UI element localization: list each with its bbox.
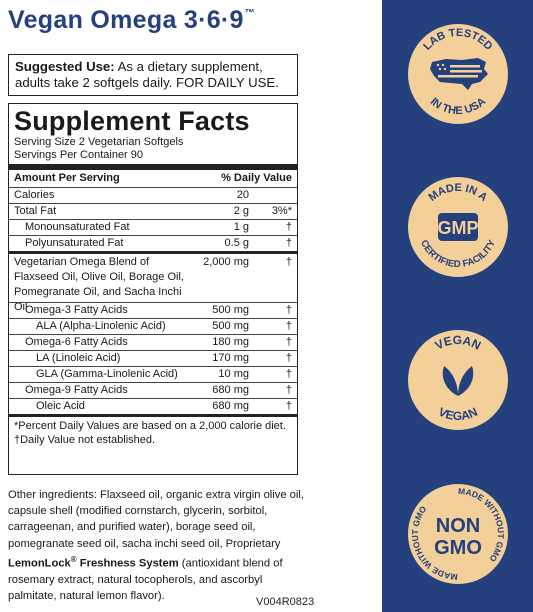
facts-column-header [9,170,297,187]
servings-per-container: Servings Per Container 90 [14,149,144,161]
row-dv: † [285,320,292,332]
facts-row-omega3 [9,302,297,318]
row-amount: 20 [236,189,249,201]
gmo-gmo-text: GMO [434,537,482,559]
product-title: Vegan Omega 3·6·9™ [8,6,256,34]
lemonlock-brand: LemonLock [8,557,71,570]
facts-row-oleic [9,398,297,414]
row-label: Calories [14,189,55,201]
row-amount: 0.5 g [224,237,249,249]
row-label: ALA (Alpha-Linolenic Acid) [36,320,166,332]
row-dv: † [285,368,292,380]
gmp-badge [406,175,510,279]
footnote-percent-dv: *Percent Daily Values are based on a 2,000 calorie diet. [14,420,286,432]
row-amount: 1 g [233,221,249,233]
lot-code: V004R0823 [256,596,315,608]
daily-value-header: % Daily Value [221,172,292,184]
suggested-use-label: Suggested Use: [15,59,115,74]
vegan-top-text: VEGAN [432,332,484,353]
blend-label: Vegetarian Omega Blend of Flaxseed Oil, Olive Oil, Borage Oil, Pomegranate Oil, and Sacha Inchi Oil [14,256,184,313]
row-dv: † [285,352,292,364]
row-dv: † [285,221,292,233]
row-label: Oleic Acid [36,400,85,412]
row-amount: 500 mg [212,304,249,316]
row-dv: 3%* [271,205,292,217]
lab-tested-bottom-text: IN THE USA [427,95,489,118]
footnote-dagger: †Daily Value not established. [14,434,156,446]
facts-row-gla [9,366,297,382]
row-label: Omega-6 Fatty Acids [25,336,128,348]
row-dv: † [285,304,292,316]
blend-amount: 2,000 mg [203,256,249,268]
supplement-facts-heading: Supplement Facts [14,106,250,136]
facts-row-monounsaturated [9,219,297,235]
row-amount: 170 mg [212,352,249,364]
facts-row-calories [9,187,297,203]
row-dv: † [285,237,292,249]
lab-tested-badge [406,22,510,126]
row-label: Polyunsaturated Fat [25,237,124,249]
row-label: LA (Linoleic Acid) [36,352,121,364]
vegan-badge [406,328,510,432]
row-label: Total Fat [14,205,57,217]
row-label: GLA (Gamma-Linolenic Acid) [36,368,178,380]
row-dv: † [285,400,292,412]
supplement-facts-panel [8,103,298,475]
ingredients-text-start: Other ingredients: Flaxseed oil, organic extra virgin olive oil, capsule shell (modified cornstarch, glycerin, sorbitol, carrageenan, and purified water), borage seed oil, pomegranate seed oil, sacha inchi seed oil, Proprietary [8,489,304,550]
gmp-center-text: GMP [437,218,479,238]
non-gmo-badge [406,482,510,586]
certification-panel [382,0,533,612]
suggested-use-text: As a dietary supplement, adults take 2 softgels daily. FOR DAILY USE. [15,59,279,90]
amount-per-serving-header: Amount Per Serving [14,172,120,184]
row-amount: 10 mg [218,368,249,380]
ingredients-text-end: (antioxidant blend of rosemary extract, natural tocopherols, and ascorbyl palmitate, natural lemon flavor). [8,557,283,602]
row-dv: † [285,336,292,348]
vegan-bottom-text: VEGAN [436,404,480,424]
facts-row-polyunsaturated [9,235,297,251]
gmo-ring-text-repeat: MADE WITHOUT GMO [409,504,459,583]
row-amount: 680 mg [212,400,249,412]
lab-tested-top-text: LAB TESTED [421,26,495,53]
row-amount: 180 mg [212,336,249,348]
gmo-non-text: NON [435,515,481,537]
row-amount: 680 mg [212,384,249,396]
freshness-system: Freshness System [76,557,179,570]
gmo-ring-text: MADE WITHOUT GMO [457,485,507,564]
facts-footnotes [9,417,297,449]
trademark-symbol: ™ [244,8,256,19]
registered-mark: ® [70,554,77,564]
row-dv: † [285,384,292,396]
facts-row-la [9,350,297,366]
suggested-use-box [8,54,298,96]
gmp-bottom-text: CERTIFIED FACILITY [418,238,498,271]
row-label: Omega-3 Fatty Acids [25,304,128,316]
gmp-top-text: MADE IN A [426,181,490,204]
facts-row-total-fat [9,203,297,219]
facts-row-omega6 [9,334,297,350]
row-amount: 500 mg [212,320,249,332]
row-label: Omega-9 Fatty Acids [25,384,128,396]
serving-size: Serving Size 2 Vegetarian Softgels [14,136,184,148]
row-label: Monounsaturated Fat [25,221,130,233]
row-amount: 2 g [233,205,249,217]
facts-row-ala [9,318,297,334]
facts-row-omega9 [9,382,297,398]
blend-dv: † [285,256,292,268]
other-ingredients [8,487,304,604]
